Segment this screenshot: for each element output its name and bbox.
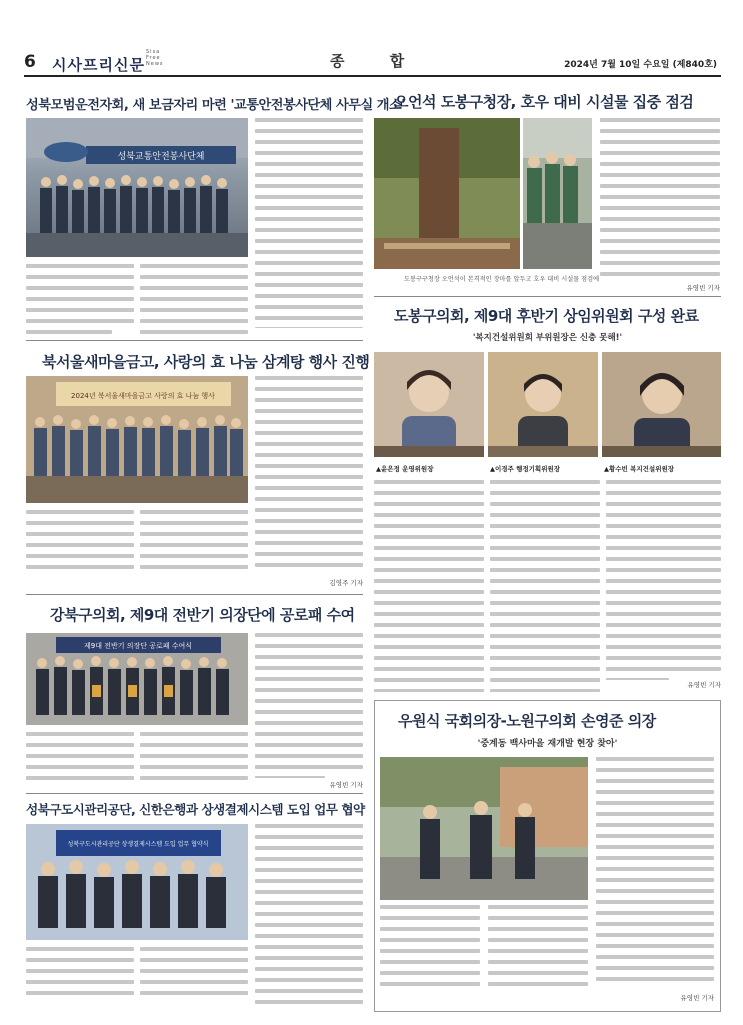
headline-a5: 강북구의회, 제9대 전반기 의장단에 공로패 수여 [50, 606, 355, 624]
photo-sign-text: 성북교통안전봉사단체 [117, 152, 205, 162]
portrait-3 [602, 352, 721, 457]
text-a6-col3 [255, 824, 363, 1004]
newspaper-logo [52, 49, 164, 75]
text-a7-col2 [488, 905, 588, 1000]
byline-a7: 유영빈 기자 [680, 994, 714, 1002]
divider [374, 296, 721, 297]
text-a1-col1 [26, 264, 134, 346]
byline-a5: 유영빈 기자 [329, 781, 363, 789]
text-a6-col2 [140, 947, 248, 1003]
event-group-image [26, 376, 248, 503]
photo-inspection-1 [374, 118, 520, 269]
text-a4-col3 [606, 480, 721, 680]
byline-a2: 유영빈 기자 [686, 284, 720, 292]
headline-a4: 도봉구의회, 제9대 후반기 상임위원회 구성 완료 [394, 307, 699, 325]
award-group-image [26, 633, 248, 725]
portrait-label-1: ▲윤은정 운영위원장 [376, 465, 434, 473]
headline-a1: 성북모범운전자회, 새 보금자리 마련 '교통안전봉사단체 사무실 개소' [26, 98, 405, 113]
masthead-rule [24, 75, 721, 77]
text-a4-col2 [490, 480, 600, 692]
text-a3-col1 [26, 510, 134, 582]
newspaper-name-en: Sisa Free News [146, 49, 164, 67]
divider [26, 793, 363, 794]
text-a7-col1 [380, 905, 480, 1000]
photo-banner-text: 성북구도시관리공단 상생결제시스템 도입 업무 협약식 [67, 841, 209, 848]
text-a6-col1 [26, 947, 134, 1003]
tree-image [374, 118, 520, 269]
photo-award-ceremony [26, 633, 248, 725]
woman-portrait-image [488, 352, 598, 457]
portrait-label-2: ▲이경주 행정기획위원장 [490, 465, 561, 473]
photo-banner-text: 2024년 북서울새마을금고 사랑의 효 나눔 행사 [71, 392, 215, 400]
photo-mou-signing [26, 824, 248, 940]
byline-a3: 김영주 기자 [329, 579, 363, 587]
text-a3-col2 [140, 510, 248, 582]
text-a4-col1 [374, 480, 484, 692]
divider [26, 594, 363, 595]
subhead-a7: '중계동 백사마을 재개발 현장 찾아' [477, 739, 618, 749]
text-a5-col1 [26, 732, 134, 788]
photo-site-visit [380, 757, 588, 900]
photo-banner-text: 제9대 전반기 의장단 공로패 수여식 [83, 642, 193, 650]
portrait-2 [488, 352, 598, 457]
portrait-label-3: ▲황수빈 복지건설위원장 [604, 465, 675, 473]
photo-inspection-2 [523, 118, 592, 269]
headline-a7: 우원식 국회의장-노원구의회 손영준 의장 [398, 712, 656, 730]
newspaper-name: 시사프리신문 [52, 56, 145, 74]
photo-samgyetang-event [26, 376, 248, 503]
headline-a2: 오언석 도봉구청장, 호우 대비 시설물 집중 점검 [394, 93, 694, 111]
street-visit-image [380, 757, 588, 900]
portrait-1 [374, 352, 484, 457]
headline-a6: 성북구도시관리공단, 신한은행과 상생결제시스템 도입 업무 협약 [26, 802, 365, 817]
divider [26, 340, 363, 341]
page-number: 6 [24, 52, 36, 72]
photo-opening-ceremony [26, 118, 248, 257]
byline-a4: 유영빈 기자 [687, 681, 721, 689]
issue-date: 2024년 7월 10일 수요일 (제840호) [564, 60, 717, 70]
text-a5-col3 [255, 633, 363, 778]
headline-a3: 북서울새마을금고, 사랑의 효 나눔 삼계탕 행사 진행 [42, 353, 370, 371]
text-a1-col2 [140, 264, 248, 346]
subhead-a4: '복지건설위원회 부위원장은 신충 못해!' [472, 333, 623, 343]
signing-group-image [26, 824, 248, 940]
caption-a2: 도봉구구청장 오언석이 본격적인 장마를 앞두고 호우 대비 시설물 점검에 [404, 276, 600, 283]
officials-image [523, 118, 592, 269]
people-group-image [26, 118, 248, 257]
woman-portrait-image [374, 352, 484, 457]
text-a7-col3 [596, 757, 714, 982]
text-a3-col3 [255, 376, 363, 570]
text-a2-col [600, 118, 720, 283]
text-a5-col2 [140, 732, 248, 788]
text-a1-col3 [255, 118, 363, 328]
section-title: 종 합 [330, 52, 425, 70]
woman-portrait-image [602, 352, 721, 457]
